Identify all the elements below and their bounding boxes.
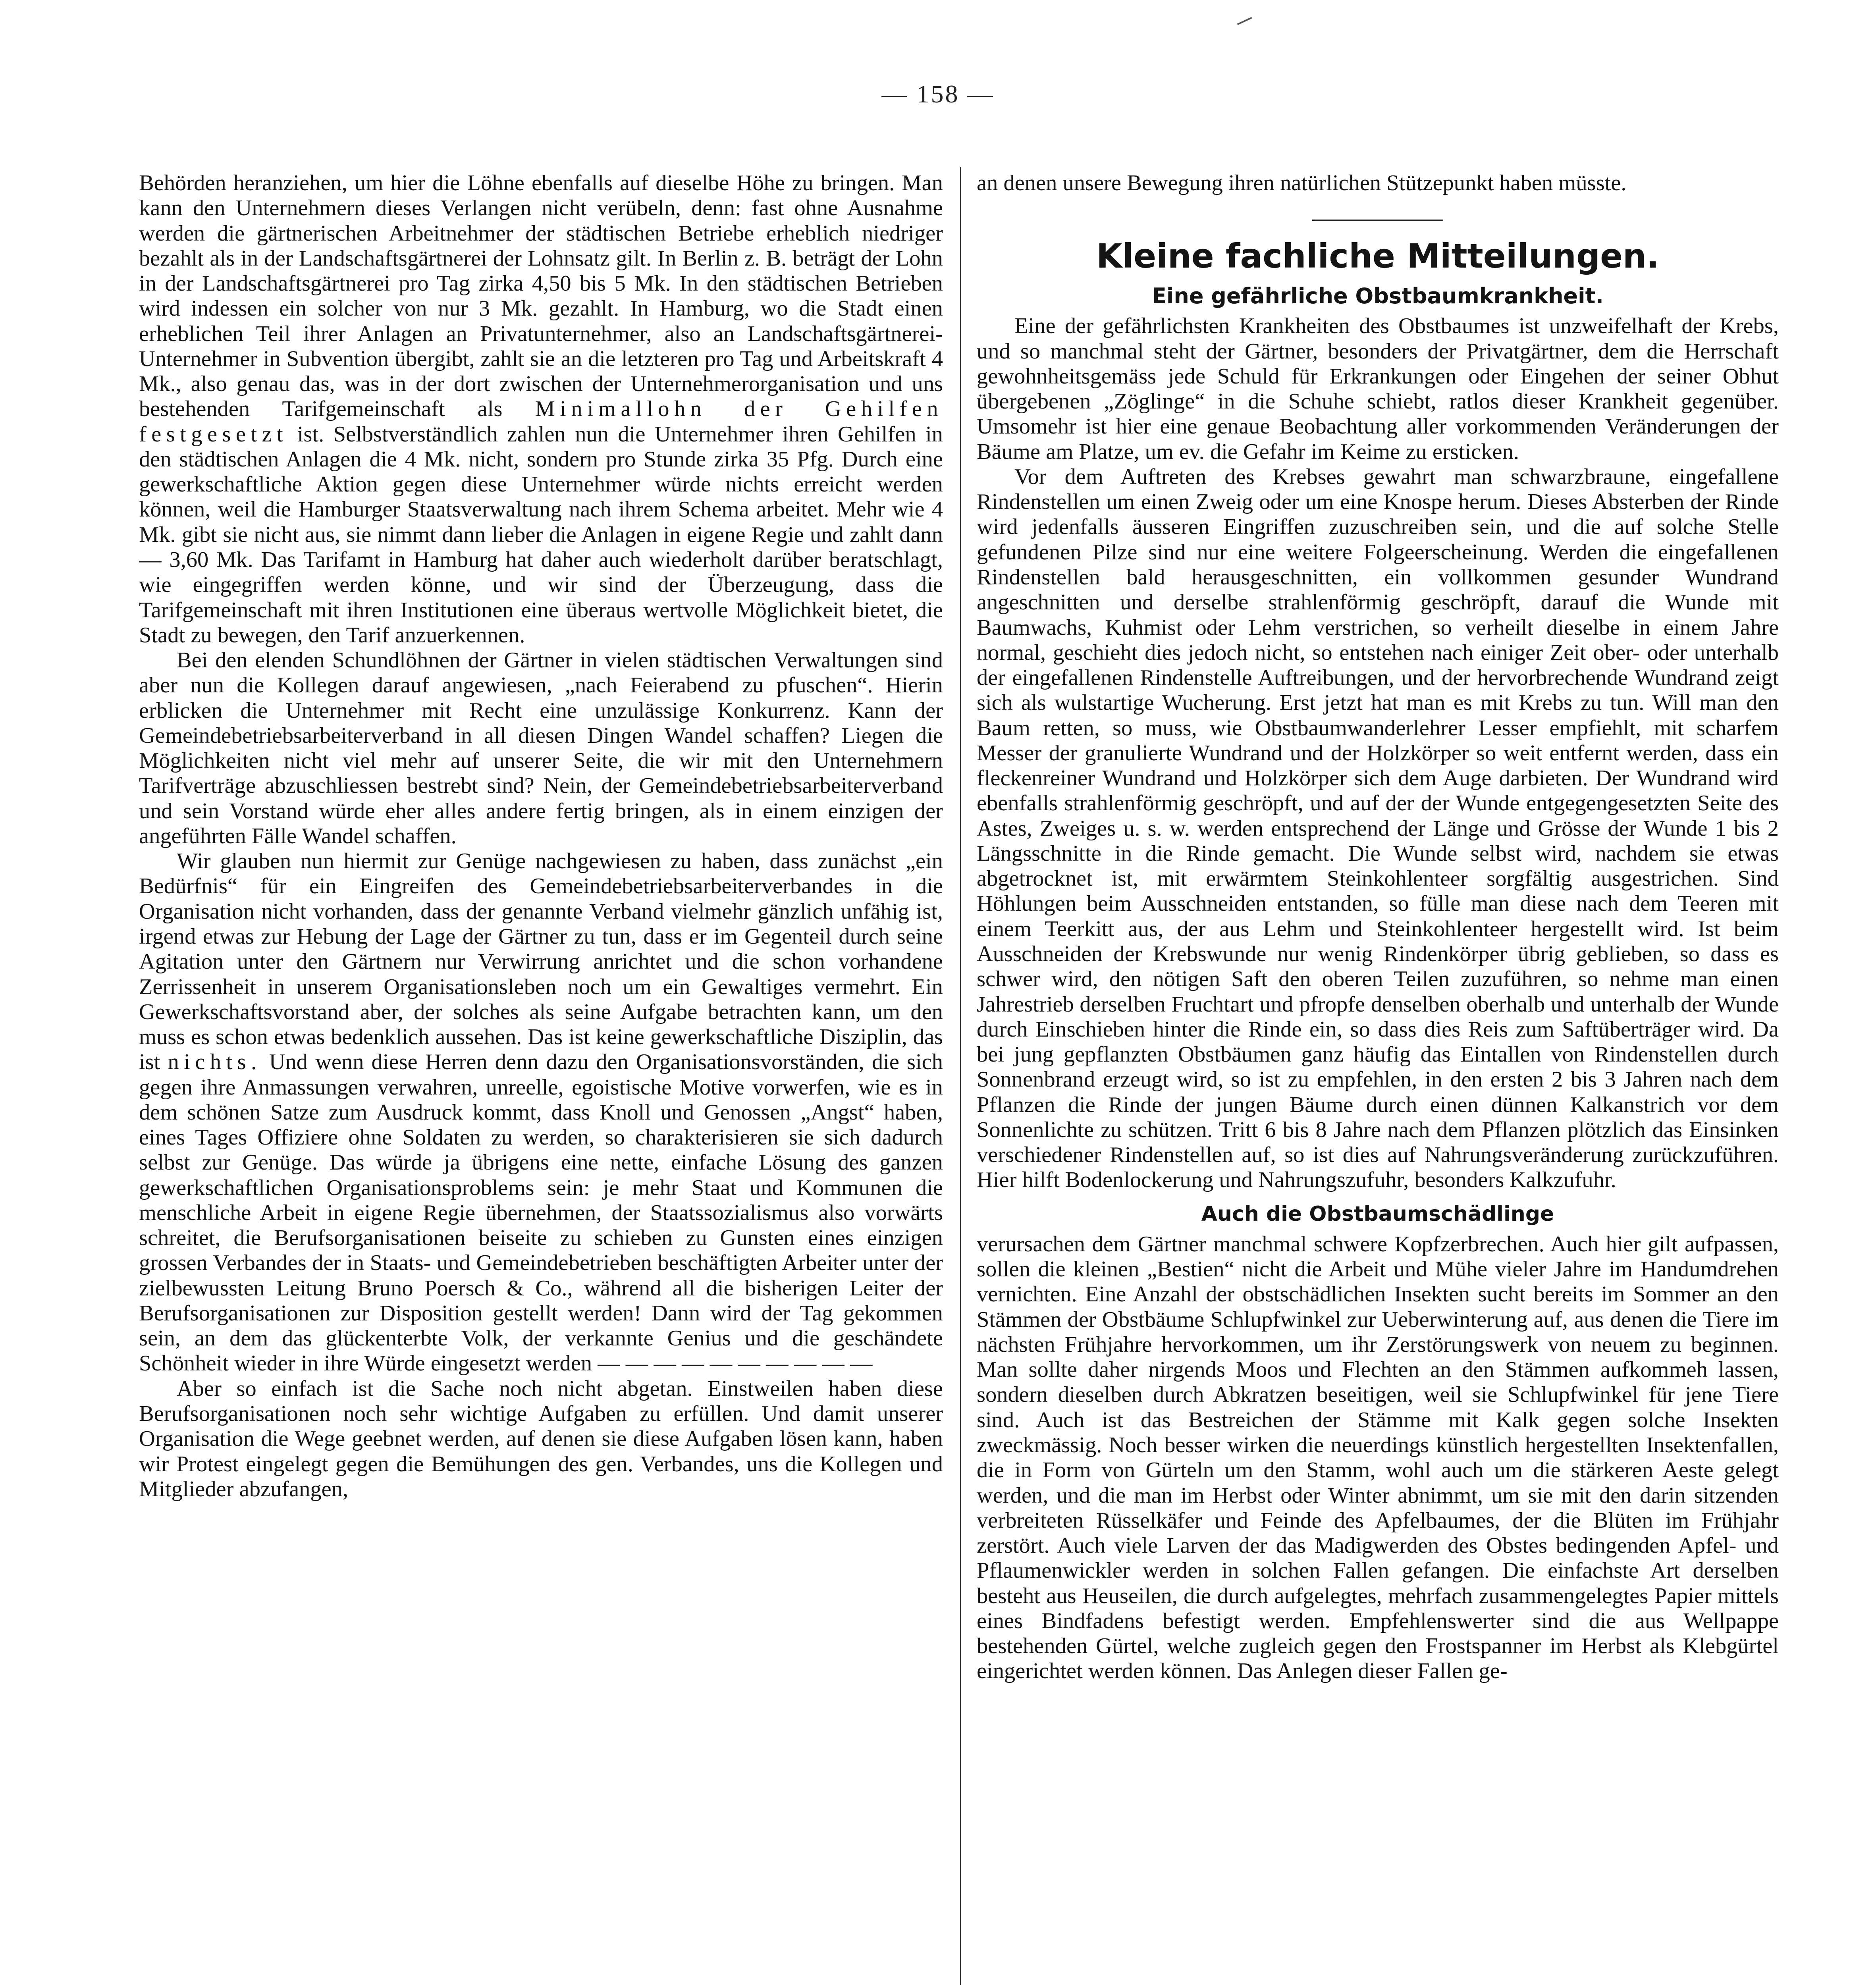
left-column	[139, 171, 943, 1985]
column-divider	[960, 167, 961, 1985]
paragraph: verursachen dem Gärtner manchmal schwere Kopfzerbrechen. Auch hier gilt aufpassen, sollen die kleinen „Bestien“ nicht die Arbeit und Mühe vieler Jahre im Handumdrehen vernichten. Eine Anzahl der obstschädlichen Insekten sucht bereits im Sommer an den Stämmen der Obstbäume Schlupfwinkel zur Ueberwinterung auf, aus denen die Tiere im nächsten Frühjahre hervorkommen, um ihr Zerstörungswerk von neuem zu beginnen. Man sollte daher nirgends Moos und Flechten an den Stämmen aufkommeh lassen, sondern dieselben durch Abkratzen beseitigen, weil sie Schlupfwinkel für jene Tiere sind. Auch ist das Bestreichen der Stämme mit Kalk gegen solche Insekten zweckmässig. Noch besser wirken die neuerdings künstlich hergestellten Insektenfallen, die in Form von Gürteln um den Stamm, wohl auch um die stärkeren Aeste gelegt werden, und die man im Herbst oder Winter abnimmt, um sie mit den darin sitzenden verbreiteten Rüsselkäfer und Feinde des Apfelbaumes, der die Blüten im Frühjahr zerstört. Auch viele Larven der das Madigwerden des Obstes bedingenden Apfel- und Pflaumenwickler werden in solchen Fallen gefangen. Die einfachste Art derselben besteht aus Heuseilen, die durch aufgelegtes, mehrfach zusammengelegtes Papier mittels eines Bindfadens befestigt werden. Empfehlenswerter sind die aus Wellpappe bestehenden Gürtel, welche zugleich gegen den Frostspanner im Herbst als Klebgürtel eingerichtet werden können. Das Anlegen dieser Fallen ge-	[977, 1231, 1779, 1684]
article-title: Eine gefährliche Obstbaumkrankheit.	[1151, 283, 1604, 308]
paragraph	[139, 171, 943, 648]
page-number: — 158 —	[881, 80, 995, 108]
paragraph: Bei den elenden Schundlöhnen der Gärtner in vielen städtischen Verwaltungen sind aber nun die Kollegen darauf angewiesen, „nach Feierabend zu pfuschen“. Hierin erblicken die Unternehmer mit Recht eine unzulässige Konkurrenz. Kann der Gemeindebetriebsarbeiterverband in all diesen Dingen Wandel schaffen? Liegen die Möglichkeiten nicht viel mehr auf unserer Seite, die wir mit den Unternehmern Tarifverträge abzuschliessen bestrebt sind? Nein, der Gemeindebetriebsarbeiterverband und sein Vorstand würde eher alles andere fertig bringen, als in einem einzigen der angeführten Fälle Wandel schaffen.	[139, 648, 943, 848]
text-run: Behörden heranziehen, um hier die Löhne ebenfalls auf dieselbe Höhe zu bringen. Man kann den Unternehmern dieses Verlangen nicht verübeln, denn: fast ohne Ausnahme werden die gärtnerischen Arbeitnehmer der städtischen Betriebe erheblich niedriger bezahlt als in der Landschaftsgärtnerei der Lohnsatz gilt. In Berlin z. B. beträgt der Lohn in der Landschaftsgärtnerei pro Tag zirka 4,50 bis 5 Mk. In den städtischen Betrieben wird indessen ein solcher von nur 3 Mk. gezahlt. In Hamburg, wo die Stadt einen erheblichen Teil ihrer Anlagen an Privatunternehmer, also an Landschaftsgärtnerei-Unternehmer in Subvention übergibt, zahlt sie an die letzteren pro Tag und Arbeitskraft 4 Mk., also genau das, was in der dort zwischen der Unternehmerorganisation und uns bestehenden Tarifgemeinschaft als	[139, 171, 943, 422]
text-run: Wir glauben nun hiermit zur Genüge nachgewiesen zu haben, dass zunächst „ein Bedürfnis“ für ein Eingreifen des Gemeindebetriebsarbeiterverbandes in die Organisation nicht vorhanden, dass der genannte Verband vielmehr gänzlich unfähig ist, irgend etwas zur Hebung der Lage der Gärtner zu tun, dass er im Gegenteil durch seine Agitation unter den Gärtnern nur Verwirrung anrichtet und die schon vorhandene Zerrissenheit in unserem Organisationsleben noch um ein Gewaltiges vermehrt. Ein Gewerkschaftsvorstand aber, der solches als seine Aufgabe betrachten kann, um den muss es schon etwas bedenklich aussehen. Das ist keine gewerkschaftliche Disziplin, das ist	[139, 849, 943, 1075]
margin-pen-mark	[1233, 9, 1252, 25]
text-run: Und wenn diese Herren denn dazu den Organisationsvorständen, die sich gegen ihre Anmassungen verwahren, unreelle, egoistische Motive vorwerfen, wie es in dem schönen Satze zum Ausdruck kommt, dass Knoll und Genossen „Angst“ haben, eines Tages Offiziere ohne Soldaten zu werden, so charakterisieren sie sich dadurch selbst zur Genüge. Das würde ja übrigens eine nette, einfache Lösung des ganzen gewerkschaftlichen Organisationsproblems sein: je mehr Staat und Kommunen die menschliche Arbeit in eigene Regie übernehmen, der Staatssozialismus also vorwärts schreitet, die Berufsorganisationen beiseite zu schieben zu Gunsten eines einzigen grossen Verbandes der in Staats- und Gemeindebetrieben beschäftigten Arbeiter unter der zielbewussten Leitung Bruno Poersch & Co., während all die bisherigen Leiter der Berufsorganisationen zur Disposition gestellt werden! Dann wird der Tag gekommen sein, an dem das glückenterbte Volk, der verkannte Genius und die geschändete Schönheit wieder in ihre Würde eingesetzt werden — — — — — — — — — —	[139, 1050, 943, 1376]
text-run: ist. Selbstverständlich zahlen nun die Unternehmer ihren Gehilfen in den städtischen Anlagen die 4 Mk. nicht, sondern pro Stunde zirka 35 Pfg. Durch eine gewerkschaftliche Aktion gegen diese Unternehmer würde nichts erreicht werden können, weil die Hamburger Staatsverwaltung nach ihrem Schema arbeitet. Mehr wie 4 Mk. gibt sie nicht aus, sie nimmt dann lieber die Anlagen in eigene Regie und zahlt dann — 3,60 Mk. Das Tarifamt in Hamburg hat daher auch wiederholt darüber beratschlagt, wie eingegriffen werden könne, und wir sind der Überzeugung, dass die Tarifgemeinschaft mit ihren Institutionen eine überaus wertvolle Möglichkeit bietet, die Stadt zu bewegen, den Tarif anzuerkennen.	[139, 422, 943, 648]
spaced-emphasis: nichts.	[168, 1050, 262, 1075]
paragraph: Aber so einfach ist die Sache noch nicht abgetan. Einstweilen haben diese Berufsorganisationen noch sehr wichtige Aufgaben zu erfüllen. Und damit unserer Organisation die Wege geebnet werden, auf denen sie diese Aufgaben lösen kann, haben wir Protest eingelegt gegen die Bemühungen des gen. Verbandes, uns die Kollegen und Mitglieder abzufangen,	[139, 1376, 943, 1501]
right-column	[977, 171, 1779, 1985]
paragraph	[139, 849, 943, 1376]
paragraph: Vor dem Auftreten des Krebses gewahrt man schwarzbraune, eingefallene Rindenstellen um einen Zweig oder um eine Knospe herum. Dieses Absterben der Rinde wird jedenfalls äusseren Eingriffen zuzuschreiben sein, und die auf solche Stelle gefundenen Pilze sind nur eine weitere Folgeerscheinung. Werden die eingefallenen Rindenstellen bald herausgeschnitten, ein vollkommen gesunder Wundrand angeschnitten und derselbe strahlenförmig geschröpft, darauf die Wunde mit Baumwachs, Kuhmist oder Lehm verstrichen, so verheilt dieselbe in einem Jahre normal, geschieht dies jedoch nicht, so entstehen nach einiger Zeit ober- oder unterhalb der eingefallenen Rindenstelle Auftreibungen, und der hervorbrechende Wundrand zeigt sich als wulstartige Wucherung. Erst jetzt hat man es mit Krebs zu tun. Will man den Baum retten, so muss, wie Obstbaumwanderlehrer Lesser empfiehlt, mit scharfem Messer der granulierte Wundrand und der Holzkörper so weit entfernt werden, dass ein fleckenreiner Wundrand und Holzkörper sich dem Auge darbieten. Der Wundrand wird ebenfalls strahlenförmig geschröpft, und auf der der Wunde entgegengesetzten Seite des Astes, Zweiges u. s. w. werden entsprechend der Länge und Grösse der Wunde 1 bis 2 Längsschnitte in die Rinde gemacht. Die Wunde selbst wird, nachdem sie etwas abgetrocknet ist, mit erwärmtem Steinkohlenteer sorgfältig ausgestrichen. Sind Höhlungen beim Ausschneiden entstanden, so fülle man diese nach dem Teeren mit einem Teerkitt aus, der aus Lehm und Steinkohlenteer hergestellt wird. Ist beim Ausschneiden der Krebswunde nur wenig Rindenkörper übrig geblieben, so dass es schwer wird, den nötigen Saft den oberen Teilen zuzuführen, so nehme man einen Jahrestrieb derselben Fruchtart und pfropfe denselben oberhalb und unterhalb der Wunde durch Einschieben hinter die Rinde ein, so dass dies Reis zum Saftüberträger wird. Da bei jung gepflanzten Obstbäumen ganz häufig das Eintallen von Rindenstellen durch Sonnenbrand erzeugt wird, so ist zu empfehlen, in den ersten 2 bis 3 Jahren nach dem Pflanzen die Rinde der jungen Bäume durch einen dünnen Kalkanstrich vor dem Sonnenlichte zu schützen. Tritt 6 bis 8 Jahre nach dem Pflanzen plötzlich das Einsinken verschiedener Rindenstellen auf, so ist dies auf Nahrungsveränderung zurückzuführen. Hier hilft Bodenlockerung und Nahrungszufuhr, besonders Kalkzufuhr.	[977, 464, 1779, 1193]
section-rule	[1312, 220, 1443, 221]
paragraph: Eine der gefährlichsten Krankheiten des Obstbaumes ist unzweifelhaft der Krebs, und so manchmal steht der Gärtner, besonders der Privatgärtner, dem die Herrschaft gewohnheitsgemäss jede Schuld für Erkrankungen oder Eingehen der seiner Obhut übergebenen „Zöglinge“ in die Schuhe schiebt, ratlos dieser Krankheit gegenüber. Umsomehr ist hier eine genaue Beobachtung aller vorkommenden Veränderungen der Bäume am Platze, um ev. die Gefahr im Keime zu ersticken.	[977, 314, 1779, 464]
spaced-emphasis: Minimallohn der Gehilfen festgesetzt	[139, 397, 943, 447]
paragraph: an denen unsere Bewegung ihren natürlichen Stützepunkt haben müsste.	[977, 171, 1627, 195]
article-title: Auch die Obstbaumschädlinge	[1201, 1202, 1554, 1226]
section-title: Kleine fachliche Mitteilungen.	[1096, 237, 1659, 276]
